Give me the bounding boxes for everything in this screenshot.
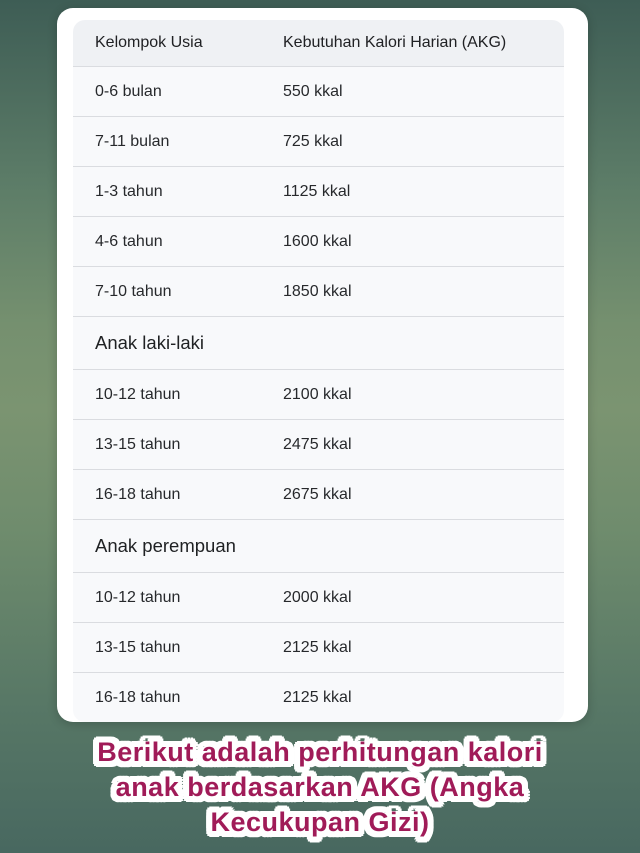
row-age-cell: 13-15 tahun bbox=[95, 435, 181, 453]
caption-line-2: anak berdasarkan AKG (Angka bbox=[115, 772, 525, 802]
row-calorie-cell: 2475 kkal bbox=[283, 435, 352, 453]
row-age-cell: 1-3 tahun bbox=[95, 182, 163, 200]
table-card bbox=[57, 8, 588, 722]
row-age-cell: 13-15 tahun bbox=[95, 638, 181, 656]
table-header-row bbox=[73, 20, 564, 66]
row-calorie-cell: 1850 kkal bbox=[283, 282, 352, 300]
row-age-cell: 4-6 tahun bbox=[95, 232, 163, 250]
table-row bbox=[73, 672, 564, 722]
section-label: Anak perempuan bbox=[95, 535, 236, 556]
row-calorie-cell: 1125 kkal bbox=[283, 182, 351, 200]
row-calorie-cell: 2000 kkal bbox=[283, 588, 352, 606]
row-calorie-cell: 2675 kkal bbox=[283, 485, 352, 503]
table-row bbox=[73, 216, 564, 266]
caption-line-1: Berikut adalah perhitungan kalori bbox=[97, 737, 543, 767]
table-row bbox=[73, 469, 564, 519]
table-row bbox=[73, 622, 564, 672]
row-age-cell: 10-12 tahun bbox=[95, 588, 181, 606]
row-age-cell: 10-12 tahun bbox=[95, 385, 181, 403]
row-calorie-cell: 1600 kkal bbox=[283, 232, 352, 250]
row-age-cell: 16-18 tahun bbox=[95, 485, 181, 503]
section-row bbox=[73, 316, 564, 369]
row-calorie-cell: 2125 kkal bbox=[283, 688, 352, 706]
section-label: Anak laki-laki bbox=[95, 332, 204, 353]
table-row bbox=[73, 166, 564, 216]
table-row bbox=[73, 66, 564, 116]
table-row bbox=[73, 266, 564, 316]
calorie-table bbox=[73, 20, 564, 722]
table-body bbox=[73, 66, 564, 722]
row-calorie-cell: 550 kkal bbox=[283, 82, 343, 100]
row-age-cell: 7-10 tahun bbox=[95, 282, 172, 300]
table-row bbox=[73, 419, 564, 469]
row-calorie-cell: 2125 kkal bbox=[283, 638, 352, 656]
caption bbox=[0, 735, 640, 840]
section-row bbox=[73, 519, 564, 572]
column-header-calories: Kebutuhan Kalori Harian (AKG) bbox=[283, 34, 507, 51]
row-calorie-cell: 725 kkal bbox=[283, 132, 343, 150]
table-row bbox=[73, 116, 564, 166]
column-header-age: Kelompok Usia bbox=[95, 34, 203, 51]
table-row bbox=[73, 369, 564, 419]
row-calorie-cell: 2100 kkal bbox=[283, 385, 352, 403]
row-age-cell: 0-6 bulan bbox=[95, 82, 162, 100]
row-age-cell: 16-18 tahun bbox=[95, 688, 181, 706]
caption-line-3: Kecukupan Gizi) bbox=[210, 807, 430, 837]
table-row bbox=[73, 572, 564, 622]
row-age-cell: 7-11 bulan bbox=[95, 132, 170, 150]
